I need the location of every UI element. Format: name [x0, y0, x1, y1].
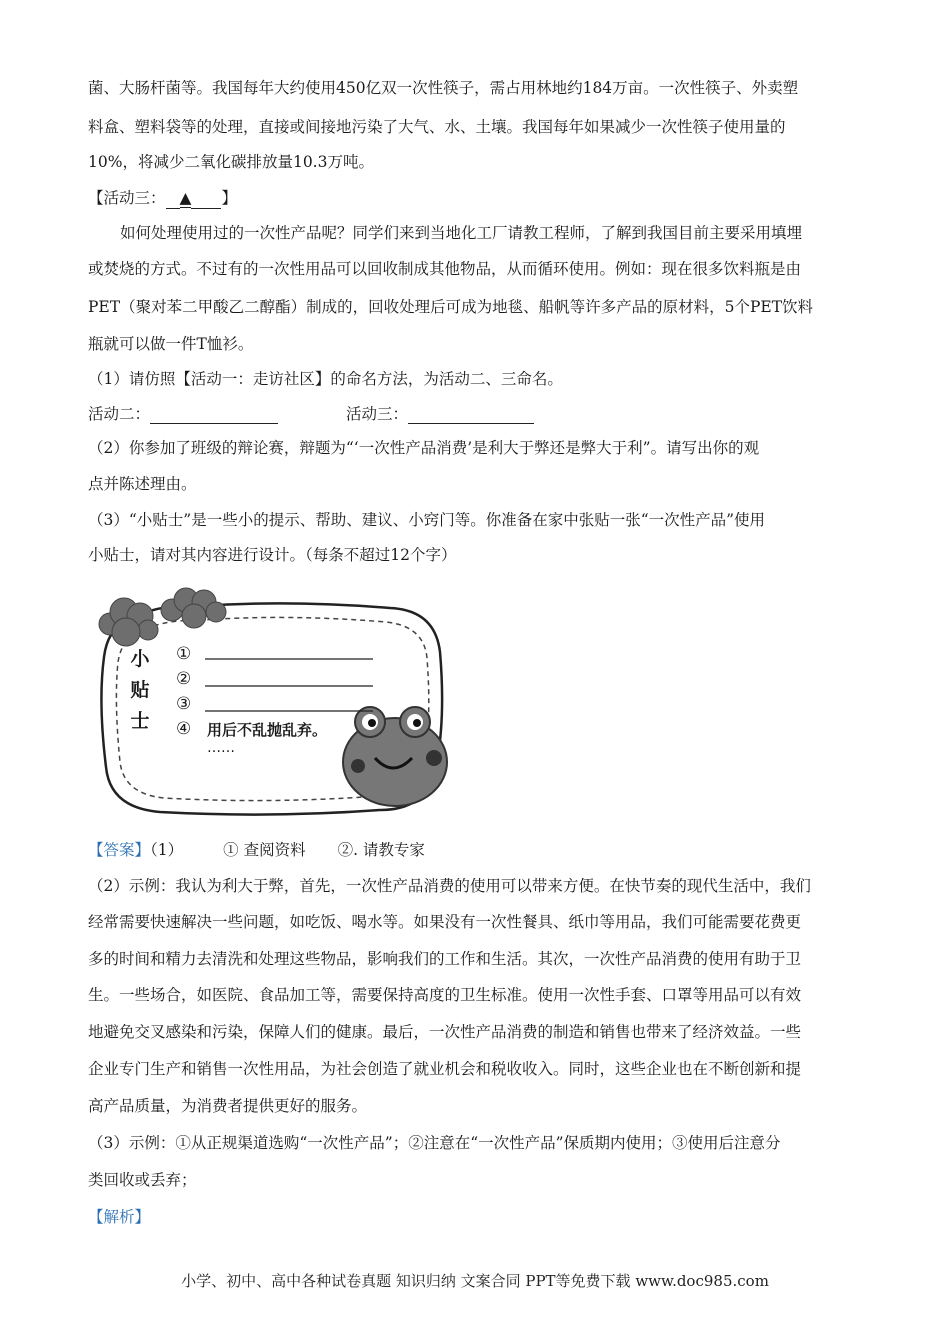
tips-title — [128, 644, 152, 737]
tips-num-3: ③ — [176, 694, 192, 714]
activity2-label: 活动二： — [88, 405, 151, 423]
tips-card — [90, 582, 450, 822]
activity3-suffix: 】 — [221, 189, 237, 207]
answer2-line4: 生。一些场合，如医院、食品加工等，需要保持高度的卫生标准。使用一次性手套、口罩等用品可以有效 — [88, 986, 802, 1004]
tips-numbers — [176, 642, 191, 742]
tips-num-2: ② — [176, 669, 192, 689]
activity3-mark: ▲ — [179, 189, 192, 207]
question2-line2: 点并陈述理由。 — [88, 475, 197, 493]
answer3-line1: （3）示例：①从正规渠道选购“一次性产品”；②注意在“一次性产品”保质期内使用；③使用后注意分 — [88, 1134, 781, 1152]
answer1-part2: ②. 请教专家 — [337, 841, 425, 859]
question1-blanks — [88, 404, 534, 424]
tips-num-1: ① — [176, 644, 192, 664]
activity3-heading — [88, 188, 237, 209]
tips-title-char-3: 士 — [130, 710, 150, 732]
para1-line3: 10%，将减少二氧化碳排放量10.3万吨。 — [88, 153, 374, 171]
para2-line1: 如何处理使用过的一次性产品呢？同学们来到当地化工厂请教工程师，了解到我国目前主要采用填埋 — [120, 224, 803, 242]
activity3-blank-right — [191, 192, 221, 209]
tips-title-char-2: 贴 — [130, 679, 150, 701]
para1-line2: 料盒、塑料袋等的处理，直接或间接地污染了大气、水、土壤。我国每年如果减少一次性筷子使用量的 — [88, 118, 786, 136]
question2-line1: （2）你参加了班级的辩论赛，辩题为“‘一次性产品消费’是利大于弊还是弊大于利”。请写出你的观 — [88, 439, 760, 457]
activity3-blank — [408, 407, 534, 424]
page-footer: 小学、初中、高中各种试卷真题 知识归纳 文案合同 PPT等免费下载 www.doc985.com — [181, 1272, 769, 1290]
answer2-line7: 高产品质量，为消费者提供更好的服务。 — [88, 1097, 368, 1115]
activity2-blank — [150, 407, 278, 424]
para2-line4: 瓶就可以做一件T恤衫。 — [88, 335, 254, 353]
answer2-line3: 多的时间和精力去清洗和处理这些物品，影响我们的工作和生活。其次，一次性产品消费的使用有助于卫 — [88, 950, 802, 968]
answer-line1 — [88, 840, 425, 860]
answer2-line5: 地避免交叉感染和污染，保障人们的健康。最后，一次性产品消费的制造和销售也带来了经济效益。一些 — [88, 1023, 802, 1041]
tips-title-char-1: 小 — [130, 648, 150, 670]
activity3-blank-left — [166, 192, 180, 209]
question1-text: （1）请仿照【活动一：走访社区】的命名方法，为活动二、三命名。 — [88, 370, 563, 388]
tips-item-4: 用后不乱抛乱弃。 — [207, 721, 328, 739]
tips-num-4: ④ — [176, 719, 192, 739]
question3-line2: 小贴士，请对其内容进行设计。（每条不超过12个字） — [88, 546, 457, 564]
answer-tag: 【答案】 — [88, 841, 151, 859]
para1-line1: 菌、大肠杆菌等。我国每年大约使用450亿双一次性筷子，需占用林地约184万亩。一次性筷子、外卖塑 — [88, 79, 799, 97]
answer1-part1: ① 查阅资料 — [223, 841, 306, 859]
answer3-line2: 类回收或丢弃； — [88, 1171, 197, 1189]
answer2-line6: 企业专门生产和销售一次性用品，为社会创造了就业机会和税收收入。同时，这些企业也在不断创新和提 — [88, 1060, 802, 1078]
para2-line2: 或焚烧的方式。不过有的一次性用品可以回收制成其他物品，从而循环使用。例如：现在很多饮料瓶是由 — [88, 260, 802, 278]
activity3-label: 活动三： — [346, 405, 409, 423]
answer2-line1: （2）示例：我认为利大于弊，首先，一次性产品消费的使用可以带来方便。在快节奏的现代生活中，我们 — [88, 877, 811, 895]
answer1-prefix: （1） — [150, 841, 184, 859]
tips-ellipsis: …… — [207, 740, 235, 756]
analysis-tag: 【解析】 — [88, 1208, 151, 1226]
answer2-line2: 经常需要快速解决一些问题，如吃饭、喝水等。如果没有一次性餐具、纸巾等用品，我们可能需要花费更 — [88, 913, 802, 931]
activity3-prefix: 【活动三： — [88, 189, 166, 207]
para2-line3: PET（聚对苯二甲酸乙二醇酯）制成的，回收处理后可成为地毯、船帆等许多产品的原材料，5个PET饮料 — [88, 298, 814, 316]
question3-line1: （3）“小贴士”是一些小的提示、帮助、建议、小窍门等。你准备在家中张贴一张“一次性产品”使用 — [88, 511, 766, 529]
